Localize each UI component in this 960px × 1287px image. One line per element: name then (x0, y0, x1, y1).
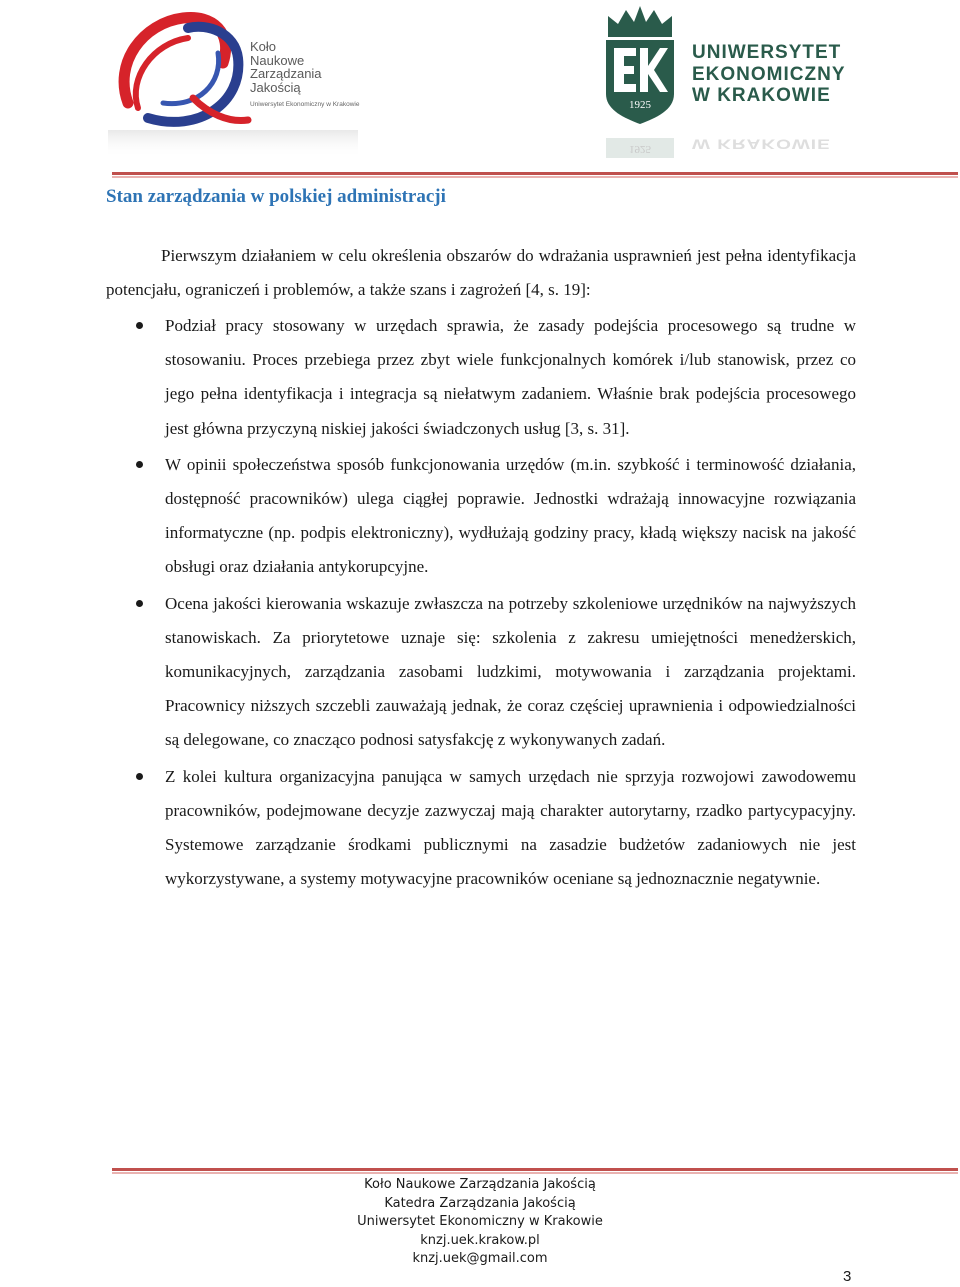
knzj-logo-text (250, 40, 359, 112)
list-item-text: W opinii społeczeństwa sposób funkcjonowania urzędów (m.in. szybkość i terminowość działania, dostępność pracowników) ulega ciągłej poprawie. Jednostki wdrażają innowacyjne rozwiązania informatyczne (np. podpis elektroniczny), wydłużają godziny pracy, kładą większy nacisk na jakość obsługi oraz działania antykorupcyjne. (165, 454, 856, 577)
footer-university: Uniwersytet Ekonomiczny w Krakowie (357, 1214, 603, 1229)
knzj-logo-line-1: Koło (250, 39, 277, 54)
uek-year: 1925 (629, 99, 651, 111)
list-item-text: Podział pracy stosowany w urzędach sprawia, że zasady podejścia procesowego są trudne w stosowaniu. Proces przebiega przez zbyt wiele funkcjonalnych komórek i/lub stanowisk, przez co jego pełna identyfikacja i integracja są niełatwym zadaniem. Właśnie brak podejścia procesowego jest główna przyczyną niskiej jakości świadczonych usług [3, s. 31]. (165, 316, 856, 438)
list-item (106, 448, 856, 585)
footer-rule-shadow (112, 1172, 958, 1174)
section-title: Stan zarządzania w polskiej administracji (106, 186, 446, 207)
uek-logo-line-2: EKONOMICZNY (692, 63, 846, 85)
footer-rule (112, 1168, 958, 1171)
footer-club-name: Koło Naukowe Zarządzania Jakością (364, 1177, 596, 1192)
uek-mirror-year: 1925 (629, 143, 651, 155)
header-rule-shadow (112, 176, 958, 178)
bullet-icon (136, 461, 143, 468)
footer-email-link[interactable]: knzj.uek@gmail.com (412, 1251, 548, 1266)
footer-department: Katedra Zarządzania Jakością (384, 1195, 576, 1211)
uek-logo (600, 2, 680, 162)
uek-logo-text (692, 42, 846, 107)
intro-text: Pierwszym działaniem w celu określenia obszarów do wdrażania usprawnień jest pełna identyfikacja potencjału, ograniczeń i problemów, a także szans i zagrożeń [4, s. 19]: (106, 246, 856, 300)
bullet-icon (136, 322, 143, 329)
list-item (106, 760, 856, 897)
knzj-logo-line-3: Zarządzania (250, 66, 322, 81)
uek-logo-reflection: W KRAKOWIE (692, 135, 831, 152)
list-item (106, 587, 856, 758)
intro-paragraph (106, 239, 856, 307)
bullet-list (106, 309, 856, 898)
knzj-logo-subtitle: Uniwersytet Ekonomiczny w Krakowie (250, 101, 360, 108)
uek-logo-line-3: W KRAKOWIE (692, 85, 831, 106)
page-number: 3 (843, 1268, 852, 1285)
bullet-icon (136, 600, 143, 607)
header-rule (112, 172, 958, 175)
knzj-logo-line-2: Naukowe (250, 52, 305, 68)
list-item (106, 309, 856, 446)
footer-website-link[interactable]: knzj.uek.krakow.pl (420, 1232, 540, 1248)
uek-logo-line-1: UNIWERSYTET (692, 42, 842, 63)
bullet-icon (136, 773, 143, 780)
list-item-text: Ocena jakości kierowania wskazuje zwłaszcza na potrzeby szkoleniowe urzędników na najwyższych stanowiskach. Za priorytetowe uznaje się: szkolenia z zakresu umiejętności menedżerskich, komunikacyjnych, zarządzania zasobami ludzkimi, motywowania i zarządzania projektami. Pracownicy niższych szczebli zauważają jednak, że coraz częściej uprawnienia i odpowiedzialności są delegowane, co znacząco podnosi satysfakcję z wykonywanych zadań. (165, 593, 856, 750)
uek-crest-icon (600, 2, 680, 162)
list-item-text: Z kolei kultura organizacyjna panująca w samych urzędach nie sprzyja rozwojowi zawodowemu pracowników, podejmowane decyzje zazwyczaj mają charakter autorytarny, rzadko partycypacyjny. Systemowe zarządzanie środkami publicznymi na zasadzie budżetów zadaniowych nie jest wykorzystywane, a systemy motywacyjne pracowników oceniane są jednoznacznie negatywnie. (165, 766, 856, 889)
footer (0, 1176, 960, 1269)
knzj-logo-line-4: Jakością (250, 79, 301, 95)
